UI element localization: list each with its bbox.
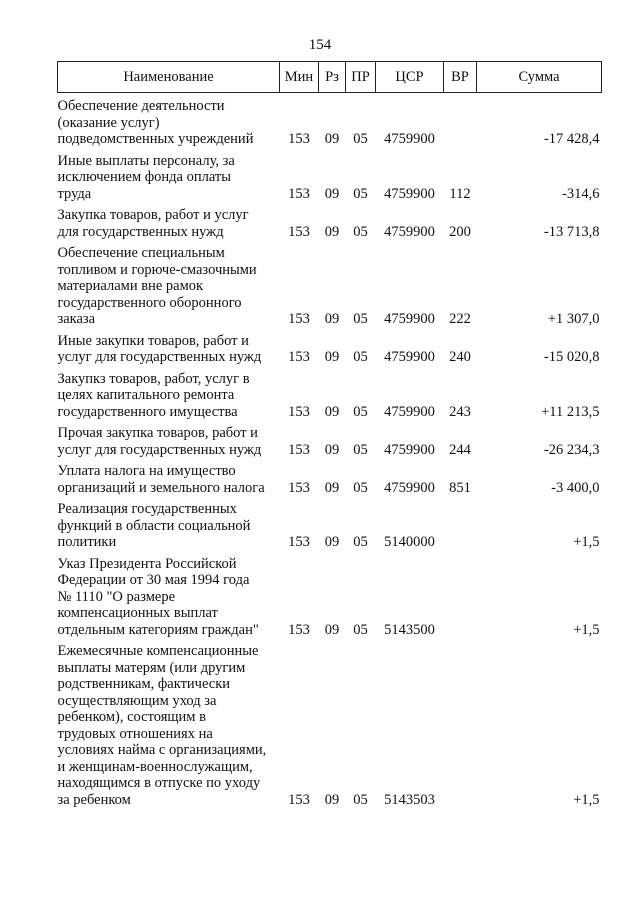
row-name-line: трудовых отношениях на (57, 725, 213, 742)
row-pr: 05 (353, 621, 368, 638)
row-csr: 4759900 (384, 311, 435, 327)
table-row (58, 98, 602, 148)
row-sum: +1 307,0 (547, 311, 600, 327)
row-name-line: компенсационных выплат (57, 605, 218, 621)
row-name-line: № 1110 "О размере (57, 588, 176, 605)
row-min: 153 (288, 223, 310, 240)
row-name-line: Реализация государственных (57, 501, 237, 517)
table-header-row (58, 62, 602, 93)
row-name (58, 501, 280, 551)
row-csr: 4759900 (384, 403, 435, 420)
row-name-line: услуг для государственных нужд (57, 441, 262, 458)
row-vr: 240 (449, 349, 471, 365)
row-vr: 244 (449, 441, 471, 458)
row-csr: 4759900 (384, 185, 435, 202)
row-name-line: исключением фонда оплаты (57, 169, 231, 185)
row-min: 153 (288, 621, 310, 638)
budget-table (57, 61, 602, 808)
row-min: 153 (288, 349, 310, 365)
row-name-line: материалами вне рамок (57, 278, 204, 294)
row-name-line: Иные выплаты персоналу, за (57, 152, 235, 169)
row-name-line: за ребенком (57, 791, 131, 808)
row-sum: -26 234,3 (543, 441, 600, 458)
row-name (58, 425, 280, 458)
row-name-line: подведомственных учреждений (57, 131, 254, 147)
row-name-line: функций в области социальной (57, 517, 251, 534)
row-sum: +11 213,5 (541, 403, 600, 420)
row-vr: 851 (449, 479, 471, 496)
table-row (58, 425, 602, 458)
row-name (58, 643, 280, 808)
row-name-line: труда (57, 185, 92, 202)
row-vr (444, 556, 477, 639)
table-row (58, 153, 602, 203)
row-pr: 05 (353, 791, 368, 808)
row-name-line: организаций и земельного налога (57, 479, 265, 496)
row-sum: +1,5 (573, 534, 600, 550)
row-name-line: осуществляющим уход за (57, 692, 217, 709)
row-sum: -314,6 (562, 185, 600, 202)
row-pr: 05 (353, 311, 368, 327)
row-sum: +1,5 (573, 791, 600, 808)
row-pr: 05 (353, 223, 368, 240)
row-name (58, 333, 280, 366)
row-name-line: выплаты матерям (или другим (57, 659, 246, 676)
table-row (58, 463, 602, 496)
row-name-line: целях капитального ремонта (57, 387, 235, 403)
row-csr: 5143503 (384, 791, 435, 808)
row-rz: 09 (324, 403, 340, 420)
table-body (58, 93, 602, 809)
row-rz: 09 (324, 131, 340, 147)
row-name-line: Уплата налога на имущество (57, 463, 236, 479)
row-name-line: Обеспечение специальным (57, 245, 225, 261)
row-vr: 112 (449, 185, 471, 202)
row-name (58, 245, 280, 328)
table-row (58, 371, 602, 421)
row-name-line: Указ Президента Российской (57, 555, 237, 572)
row-name-line: государственного оборонного (57, 294, 242, 311)
row-csr: 5143500 (384, 621, 435, 638)
row-vr: 222 (449, 311, 471, 327)
row-name-line: Закупка товаров, работ и услуг (57, 207, 249, 223)
row-name-line: (оказание услуг) (57, 114, 160, 131)
row-min: 153 (288, 131, 310, 147)
row-min: 153 (288, 185, 310, 202)
row-sum: -13 713,8 (543, 223, 600, 240)
row-name-line: заказа (57, 311, 96, 327)
table-row (58, 556, 602, 639)
row-csr: 4759900 (384, 223, 435, 240)
row-csr: 4759900 (384, 441, 435, 458)
row-name-line: услуг для государственных нужд (57, 349, 262, 365)
row-name-line: государственного имущества (57, 403, 238, 420)
row-min: 153 (288, 441, 310, 458)
row-vr: 200 (449, 223, 471, 240)
row-min: 153 (288, 534, 310, 550)
row-rz: 09 (324, 185, 340, 202)
row-vr (444, 643, 477, 808)
row-csr: 4759900 (384, 349, 435, 365)
table-row (58, 501, 602, 551)
header-vr: ВР (444, 62, 477, 93)
row-csr: 4759900 (384, 479, 435, 496)
table-row (58, 207, 602, 240)
row-name-line: Закупкз товаров, работ, услуг в (57, 370, 250, 387)
header-csr: ЦСР (376, 62, 444, 93)
row-name (58, 207, 280, 240)
header-pr: ПР (346, 62, 376, 93)
row-rz: 09 (324, 349, 340, 365)
row-sum: -3 400,0 (551, 479, 600, 496)
row-rz: 09 (324, 621, 340, 638)
row-name-line: условиях найма с организациями, (57, 742, 267, 758)
row-pr: 05 (353, 349, 368, 365)
row-min: 153 (288, 791, 310, 808)
row-sum: -17 428,4 (543, 131, 600, 147)
row-rz: 09 (324, 534, 340, 550)
row-name-line: Прочая закупка товаров, работ и (57, 425, 258, 441)
row-name (58, 98, 280, 148)
row-name-line: топливом и горюче-смазочными (57, 261, 257, 278)
row-name-line: ребенком), состоящим в (57, 709, 206, 725)
row-name-line: для государственных нужд (57, 223, 224, 240)
header-sum: Сумма (477, 62, 602, 93)
row-csr: 5140000 (384, 534, 435, 550)
row-name-line: и женщинам-военнослужащим, (57, 758, 253, 775)
row-pr: 05 (353, 131, 368, 147)
row-rz: 09 (324, 479, 340, 496)
row-min: 153 (288, 479, 310, 496)
row-sum: -15 020,8 (543, 349, 600, 365)
row-csr: 4759900 (384, 131, 435, 147)
row-name-line: находящимся в отпуске по уходу (57, 775, 261, 791)
row-name (58, 153, 280, 203)
row-pr: 05 (353, 534, 368, 550)
header-name: Наименование (58, 62, 280, 93)
header-rz: Рз (319, 62, 346, 93)
row-name-line: политики (57, 534, 117, 550)
row-name-line: Обеспечение деятельности (57, 98, 225, 114)
row-rz: 09 (324, 311, 340, 327)
row-pr: 05 (353, 441, 368, 458)
table-row (58, 643, 602, 808)
table-row (58, 245, 602, 328)
row-vr (444, 98, 477, 148)
row-pr: 05 (353, 185, 368, 202)
row-rz: 09 (324, 791, 340, 808)
row-min: 153 (288, 403, 310, 420)
row-name (58, 463, 280, 496)
page-number: 154 (308, 37, 332, 53)
row-pr: 05 (353, 403, 368, 420)
row-min: 153 (288, 311, 310, 327)
row-vr: 243 (449, 403, 471, 420)
row-name-line: Иные закупки товаров, работ и (57, 332, 249, 349)
row-name-line: Федерации от 30 мая 1994 года (57, 572, 250, 588)
row-sum: +1,5 (573, 621, 600, 638)
row-pr: 05 (353, 479, 368, 496)
row-vr (444, 501, 477, 551)
row-rz: 09 (324, 223, 340, 240)
row-name-line: Ежемесячные компенсационные (57, 643, 259, 659)
header-min: Мин (280, 62, 319, 93)
row-name (58, 556, 280, 639)
row-name (58, 371, 280, 421)
row-rz: 09 (324, 441, 340, 458)
row-name-line: отдельным категориям граждан" (57, 621, 259, 638)
row-name-line: родственникам, фактически (57, 676, 231, 692)
table-row (58, 333, 602, 366)
